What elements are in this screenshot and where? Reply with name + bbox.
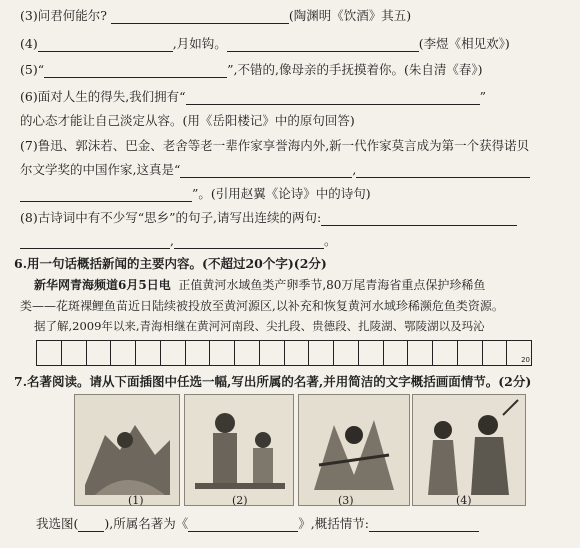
item-text: (8)古诗词中有不少写“思乡”的句子,请写出连续的两句: <box>20 210 322 225</box>
illustration-1[interactable] <box>74 394 180 506</box>
question-7-title: 7.名著阅读。请从下面插图中任选一幅,写出所属的名著,并用简洁的文字概括画面情节。(2分) <box>14 374 532 389</box>
answer-blank[interactable] <box>186 104 480 105</box>
answer-blank[interactable] <box>188 531 298 532</box>
item-8-line2: , 。 <box>20 231 337 249</box>
answer-blank[interactable] <box>38 51 173 52</box>
item-text: (6)面对人生的得失,我们拥有“ <box>20 89 186 104</box>
item-3 <box>20 6 411 24</box>
illustration-4[interactable] <box>412 394 526 506</box>
grid-cell[interactable] <box>186 341 211 365</box>
grid-cell[interactable] <box>136 341 161 365</box>
item-7-line3 <box>20 184 371 202</box>
answer-blank[interactable] <box>20 201 192 202</box>
grid-cell[interactable] <box>384 341 409 365</box>
item-number: (5) <box>20 62 38 77</box>
grid-cell[interactable] <box>37 341 62 365</box>
answer-mid: ),所属名著为《 <box>104 516 189 531</box>
item-text: ,月如钩。 <box>172 36 227 51</box>
answer-blank[interactable] <box>78 531 104 532</box>
news-text: 正值黄河水域鱼类产卵季节,80万尾青海省重点保护珍稀鱼 <box>178 278 486 292</box>
grid-cell[interactable] <box>62 341 87 365</box>
grid-count-label: 20 <box>521 356 530 364</box>
item-text: ”,不错的,像母亲的手抚摸着你。 <box>227 62 404 77</box>
illustration-2[interactable] <box>184 394 294 506</box>
answer-blank[interactable] <box>227 51 419 52</box>
item-number: (4) <box>20 36 38 51</box>
item-5 <box>20 60 482 78</box>
illustration-1-image <box>75 395 179 505</box>
grid-cell[interactable] <box>87 341 112 365</box>
answer-grid[interactable] <box>36 340 532 366</box>
answer-blank[interactable] <box>356 177 530 178</box>
grid-cell[interactable] <box>111 341 136 365</box>
answer-blank[interactable] <box>174 248 324 249</box>
illustration-3-image <box>299 395 409 505</box>
grid-cell[interactable] <box>359 341 384 365</box>
item-text: 尔文学奖的中国作家,这真是“ <box>20 162 181 177</box>
news-paragraph-line <box>34 276 485 293</box>
item-text: ”。(引用赵翼《论诗》中的诗句) <box>192 186 371 201</box>
grid-cell[interactable] <box>483 341 508 365</box>
item-text: 问君何能尔? <box>37 8 107 23</box>
illustration-caption: (3) <box>338 494 354 507</box>
answer-blank[interactable] <box>369 531 479 532</box>
illustration-3[interactable] <box>298 394 410 506</box>
grid-cell[interactable] <box>260 341 285 365</box>
grid-cell[interactable] <box>235 341 260 365</box>
grid-cell[interactable] <box>334 341 359 365</box>
item-source: (李煜《相见欢》) <box>418 36 510 51</box>
answer-end: 》,概括情节: <box>298 516 369 531</box>
answer-blank[interactable] <box>321 225 517 226</box>
answer-blank[interactable] <box>44 77 227 78</box>
item-source: (朱自清《春》) <box>403 62 483 77</box>
grid-cell[interactable] <box>408 341 433 365</box>
item-8 <box>20 208 517 226</box>
grid-cell[interactable] <box>309 341 334 365</box>
grid-cell[interactable] <box>433 341 458 365</box>
answer-blank[interactable] <box>180 177 352 178</box>
item-6-line2 <box>20 111 355 129</box>
grid-cell[interactable] <box>285 341 310 365</box>
answer-blank[interactable] <box>20 248 170 249</box>
illustration-2-image <box>185 395 293 505</box>
news-paragraph-line: 据了解,2009年以来,青海相继在黄河河南段、尖扎段、贵德段、扎陵湖、鄂陵湖以及玛沁 <box>34 319 485 333</box>
quote-mark: “ <box>37 62 45 77</box>
quote-mark: ” <box>479 89 486 104</box>
illustration-caption: (2) <box>232 494 248 507</box>
item-text: 的心态才能让自己淡定从容。(用《岳阳楼记》中的原句回答) <box>20 113 355 128</box>
grid-cell[interactable] <box>210 341 235 365</box>
question-6-title: 6.用一句话概括新闻的主要内容。(不超过20个字)(2分) <box>14 256 327 271</box>
answer-prefix: 我选图( <box>36 516 79 531</box>
grid-cell[interactable] <box>507 341 531 365</box>
item-7-line2: 尔文学奖的中国作家,这真是“ , <box>20 160 530 178</box>
illustration-caption: (4) <box>456 494 472 507</box>
illustration-caption: (1) <box>128 494 144 507</box>
item-text: (7)鲁迅、郭沫若、巴金、老舍等老一辈作家享誉海内外,新一代作家莫言成为第一个获得诺贝 <box>20 138 530 153</box>
answer-blank[interactable] <box>111 23 289 24</box>
grid-cell[interactable] <box>458 341 483 365</box>
news-lead: 新华网青海频道6月5日电 <box>34 278 171 292</box>
illustration-4-image <box>413 395 525 505</box>
question-7-answer <box>36 514 479 532</box>
grid-cell[interactable] <box>161 341 186 365</box>
news-paragraph-line: 类——花斑裸鲤鱼苗近日陆续被投放至黄河源区,以补充和恢复黄河水域珍稀濒危鱼类资源。 <box>20 299 504 313</box>
item-7-line1 <box>20 136 529 154</box>
item-4 <box>20 34 510 52</box>
item-source: (陶渊明《饮酒》其五) <box>288 8 412 23</box>
item-number: (3) <box>20 8 38 23</box>
item-6-line1 <box>20 87 486 105</box>
